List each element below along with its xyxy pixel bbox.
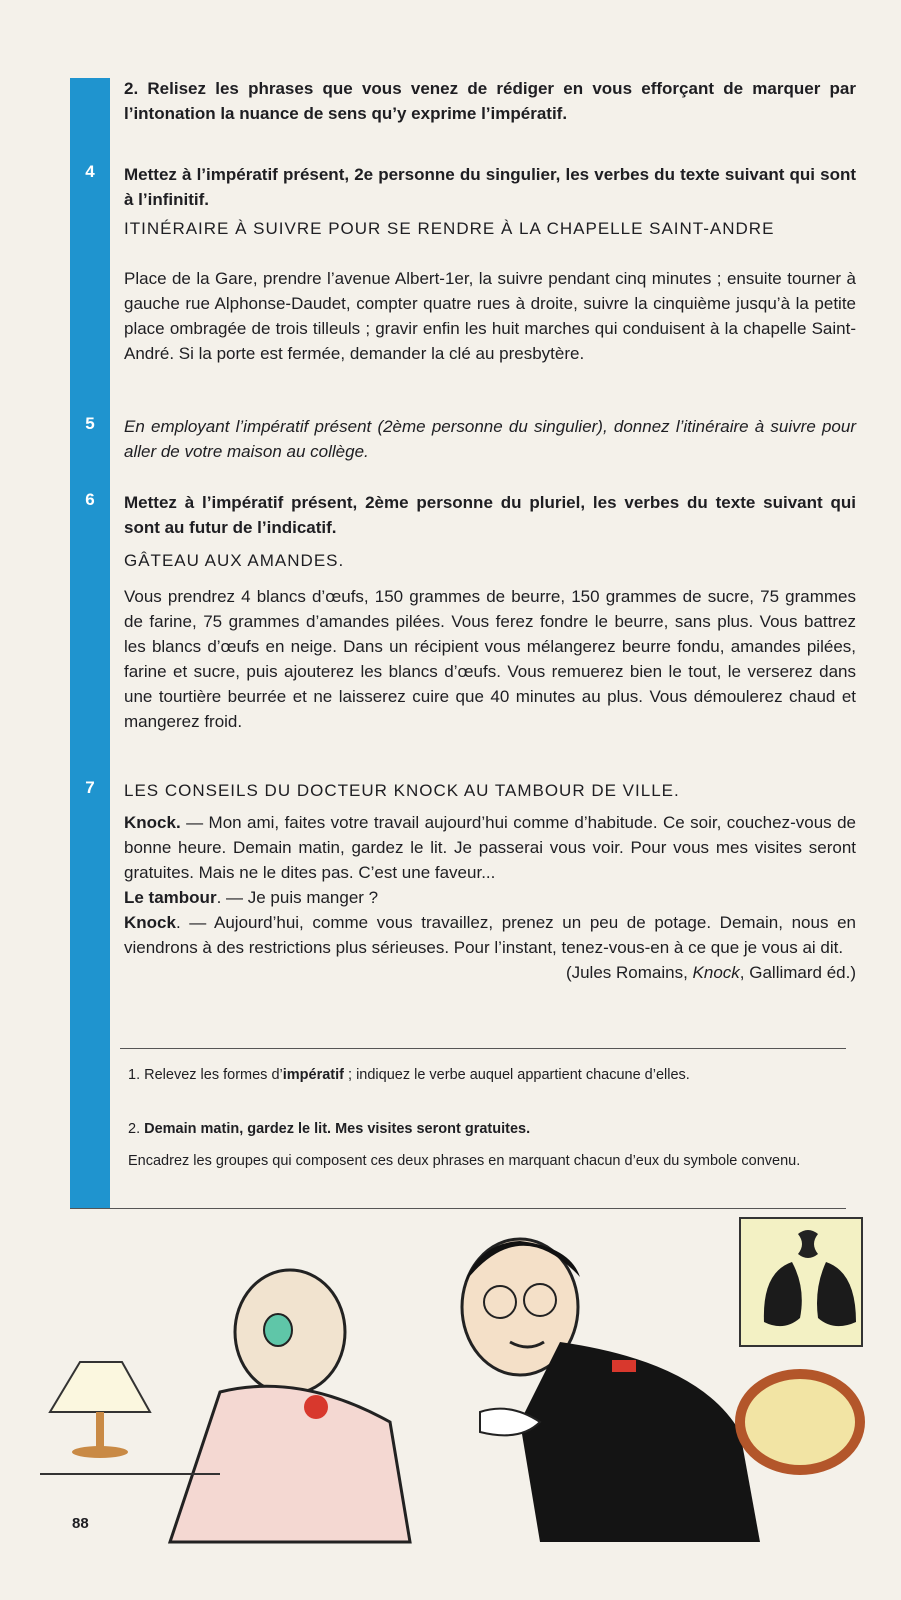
exercise-number-4: 4 <box>85 162 95 181</box>
divider <box>70 1208 846 1209</box>
source-citation: (Jules Romains, Knock, Gallimard éd.) <box>565 963 856 982</box>
exercise-number-6: 6 <box>85 490 95 509</box>
line-text: . — Aujourd’hui, comme vous travaillez, prenez un peu de potage. Demain, nous en viendrons à des restrictions plus sérieuses. Pour l’instant, tenez-vous-en à ce que je vous ai dit. <box>124 913 856 957</box>
page-number: 88 <box>72 1515 89 1532</box>
speaker-tambour: Le tambour <box>124 888 217 907</box>
exercise-6-body: Vous prendrez 4 blancs d’œufs, 150 grammes de beurre, 150 grammes de sucre, 75 grammes de farine, 75 grammes d’amandes pilées. Vous ferez fondre le beurre, sans plus. Vous battrez les blancs d’œufs en neige. Dans un récipient vous mélangerez beurre fondu, amandes pilées, farine et sucre, puis ajouterez les blancs d’œufs. Vous remuerez bien le tout, le verserez dans une tourtière beurrée et ne laisserez cuire que 40 minutes au plus. Vous démoulerez chaud et mangerez froid. <box>124 587 856 731</box>
exercise-6-instruction: Mettez à l’impératif présent, 2ème personne du pluriel, les verbes du texte suivant qui sont au futur de l’indicatif. <box>124 493 856 537</box>
exercise-number-5: 5 <box>85 414 95 433</box>
doctor-knock-illustration <box>40 1212 880 1552</box>
dialogue-line-3 <box>124 910 856 960</box>
exercise-margin-bar <box>70 78 110 1208</box>
exercise-4-body: Place de la Gare, prendre l’avenue Albert-1er, la suivre pendant cinq minutes ; ensuite tourner à gauche rue Alphonse-Daudet, compter quatre rues à droite, suivre la cinquième jusqu’à la petite place ombragée de trois tilleuls ; gravir enfin les huit marches qui conduisent à la chapelle Saint-André. Si la porte est fermée, demander la clé au presbytère. <box>124 269 856 363</box>
question-2: 2. Demain matin, gardez le lit. Mes visites seront gratuites. <box>128 1121 531 1137</box>
line-text: . — Je puis manger ? <box>216 888 379 907</box>
question-1: 1. Relevez les formes d’impératif ; indiquez le verbe auquel appartient chacune d’elles. <box>128 1067 690 1083</box>
speaker-knock: Knock <box>124 913 176 932</box>
exercise-7-dialogue <box>124 810 856 985</box>
exercise-2-instruction: 2. Relisez les phrases que vous venez de rédiger en vous efforçant de marquer par l’intonation la nuance de sens qu’y exprime l’impératif. <box>124 79 856 123</box>
exercise-5-instruction: En employant l’impératif présent (2ème personne du singulier), donnez l’itinéraire à suivre pour aller de votre maison au collège. <box>124 417 856 461</box>
dialogue-line-1 <box>124 810 856 885</box>
speaker-knock: Knock. <box>124 813 181 832</box>
line-text: — Mon ami, faites votre travail aujourd’hui comme d’habitude. Ce soir, couchez-vous de bonne heure. Demain matin, gardez le lit. Je passerai vous voir. Pour vous mes visites seront gratuites. Mais ne le dites pas. C’est une faveur... <box>124 813 856 882</box>
exercise-4-instruction: Mettez à l’impératif présent, 2e personne du singulier, les verbes du texte suivant qui sont à l’infinitif. <box>124 165 856 209</box>
dialogue-line-2 <box>124 885 856 910</box>
exercise-4-title: ITINÉRAIRE À SUIVRE POUR SE RENDRE À LA CHAPELLE SAINT-ANDRE <box>124 219 775 238</box>
exercise-6-title: GÂTEAU AUX AMANDES. <box>124 551 345 570</box>
question-2-body: Encadrez les groupes qui composent ces deux phrases en marquant chacun d’eux du symbole convenu. <box>128 1153 801 1169</box>
divider <box>120 1048 846 1049</box>
exercise-number-7: 7 <box>85 778 95 797</box>
exercise-7-title: LES CONSEILS DU DOCTEUR KNOCK AU TAMBOUR DE VILLE. <box>124 781 680 800</box>
